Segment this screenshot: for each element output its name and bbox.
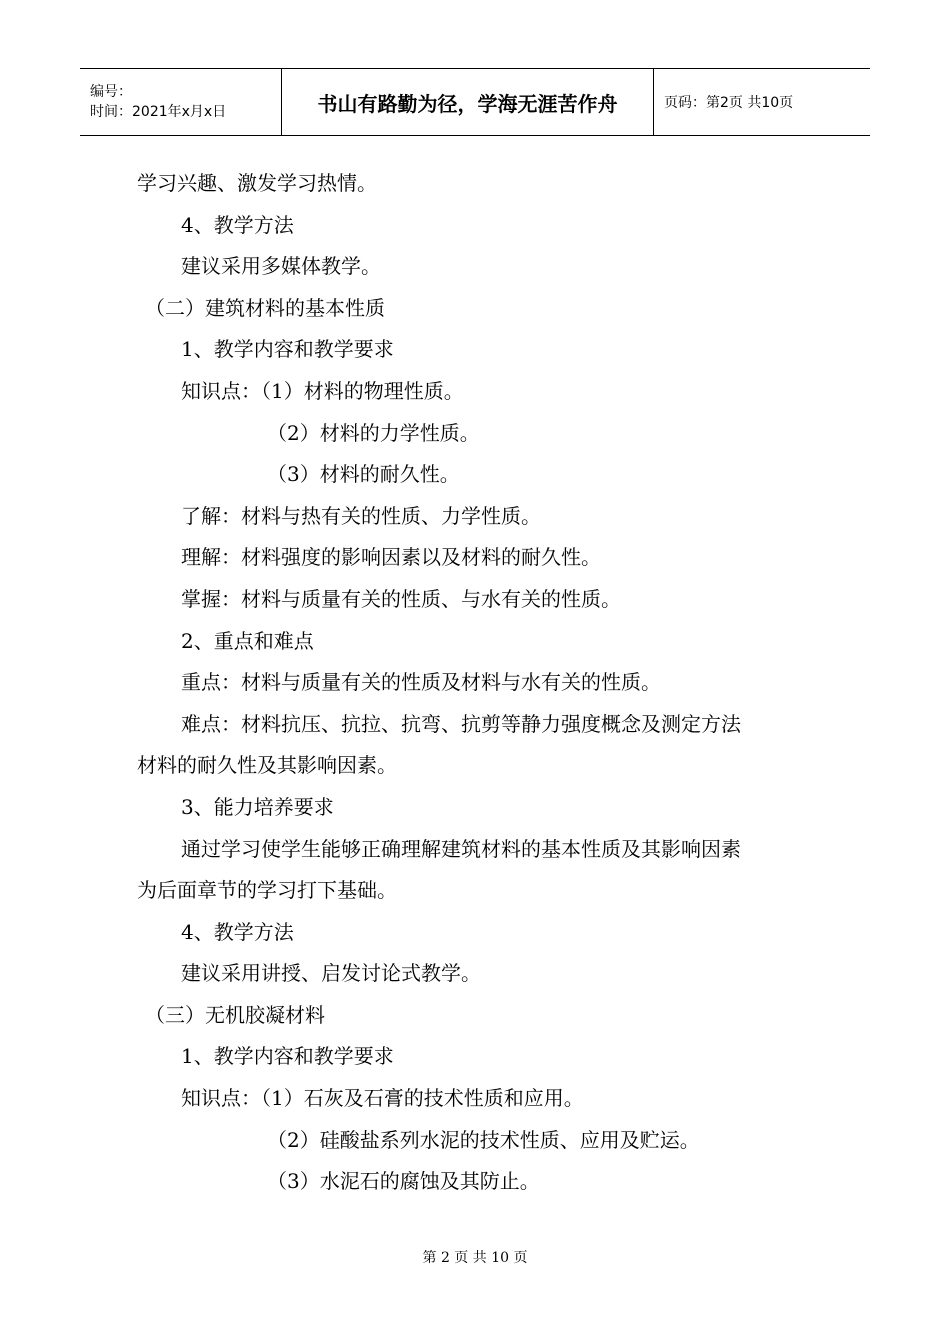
subheading: 3、能力培养要求 [181,794,334,819]
subheading: 4、教学方法 [181,212,294,237]
knowledge-point-line: 知识点：（1）石灰及石膏的技术性质和应用。 [181,1086,584,1111]
subheading: 1、教学内容和教学要求 [181,1044,394,1069]
header-motto-cell [282,69,654,135]
document-body [137,163,817,1203]
header-meta-cell [80,69,282,135]
knowledge-point-line: （3）材料的耐久性。 [267,462,460,487]
paragraph-line: 为后面章节的学习打下基础。 [137,878,397,903]
header-time-label: 时间：2021年x月x日 [90,104,227,120]
paragraph-line: 材料的耐久性及其影响因素。 [137,753,397,778]
page-footer [0,1247,950,1267]
header-id-label: 编号： [90,84,132,100]
knowledge-point-line: （2）硅酸盐系列水泥的技术性质、应用及贮运。 [267,1127,700,1152]
subheading: 4、教学方法 [181,919,294,944]
page-header [80,68,870,136]
header-page-cell [654,69,870,135]
paragraph-line: 了解：材料与热有关的性质、力学性质。 [181,503,541,528]
knowledge-point-line: （2）材料的力学性质。 [267,420,480,445]
paragraph-line: 建议采用讲授、启发讨论式教学。 [181,961,481,986]
header-motto: 书山有路勤为径，学海无涯苦作舟 [317,91,618,116]
paragraph-line: 学习兴趣、激发学习热情。 [137,171,377,195]
paragraph-line: 难点：材料抗压、抗拉、抗弯、抗剪等静力强度概念及测定方法 [181,711,741,736]
paragraph-line: 理解：材料强度的影响因素以及材料的耐久性。 [181,545,601,570]
section-heading: （三）无机胶凝材料 [145,1002,325,1027]
knowledge-point-line: （3）水泥石的腐蚀及其防止。 [267,1169,540,1194]
section-heading: （二）建筑材料的基本性质 [145,295,385,320]
paragraph-line: 通过学习使学生能够正确理解建筑材料的基本性质及其影响因素 [181,836,741,861]
knowledge-point-line: 知识点：（1）材料的物理性质。 [181,378,464,403]
paragraph-line: 掌握：材料与质量有关的性质、与水有关的性质。 [181,586,621,611]
paragraph-line: 重点：材料与质量有关的性质及材料与水有关的性质。 [181,670,661,695]
header-page-info: 页码：第2页 共10页 [664,95,794,111]
subheading: 2、重点和难点 [181,628,314,653]
footer-page-number: 第 2 页 共 10 页 [422,1250,528,1266]
subheading: 1、教学内容和教学要求 [181,337,394,362]
paragraph-line: 建议采用多媒体教学。 [181,254,381,279]
